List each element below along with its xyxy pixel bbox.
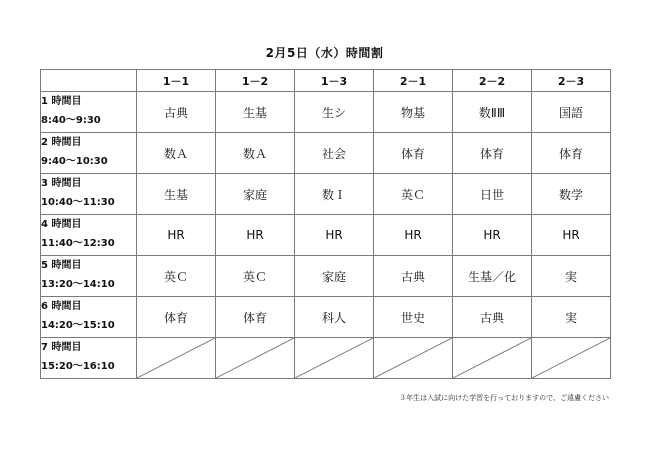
corner-cell [41,70,137,92]
class-header: 2－3 [532,70,611,92]
period-name: 5 時間目 [41,260,82,271]
period-name: 7 時間目 [41,342,82,353]
subject-cell: 古典 [374,256,453,297]
subject-cell: HR [295,215,374,256]
period-row [41,256,611,297]
period-row [41,174,611,215]
diagonal-slash [374,338,452,378]
subject-cell: 体育 [453,133,532,174]
period-row [41,338,611,379]
subject-cell: 体育 [532,133,611,174]
subject-cell: 数学 [532,174,611,215]
period-row [41,92,611,133]
period-label-cell [41,256,137,297]
subject-cell: 古典 [453,297,532,338]
period-label-cell [41,92,137,133]
subject-cell: 生基／化 [453,256,532,297]
subject-cell: 日世 [453,174,532,215]
period-name: 6 時間目 [41,301,82,312]
period-label-cell [41,297,137,338]
subject-cell: 英Ｃ [374,174,453,215]
period-label-cell [41,338,137,379]
period-row [41,133,611,174]
diagonal-slash [453,338,531,378]
diagonal-slash [137,338,215,378]
period-label-cell [41,215,137,256]
empty-cell [295,338,374,379]
subject-cell: 物基 [374,92,453,133]
page-title: 2月5日（水）時間割 [265,46,384,60]
subject-cell: 体育 [374,133,453,174]
subject-cell: 数Ｉ [295,174,374,215]
subject-cell: 実 [532,256,611,297]
period-label-cell [41,174,137,215]
class-header: 2－2 [453,70,532,92]
period-row [41,297,611,338]
subject-cell: 国語 [532,92,611,133]
subject-cell: HR [216,215,295,256]
class-header: 1－2 [216,70,295,92]
subject-cell: 生基 [216,92,295,133]
subject-cell: 数Ａ [216,133,295,174]
subject-cell: 家庭 [216,174,295,215]
period-row [41,215,611,256]
subject-cell: 体育 [216,297,295,338]
diagonal-slash [295,338,373,378]
period-time: 13:20～14:10 [41,279,115,290]
subject-cell: 数ⅡⅢ [453,92,532,133]
period-time: 9:40～10:30 [41,156,108,167]
class-header: 1－3 [295,70,374,92]
class-header: 2－1 [374,70,453,92]
diagonal-slash [532,338,610,378]
subject-cell: HR [532,215,611,256]
subject-cell: HR [453,215,532,256]
subject-cell: 生シ [295,92,374,133]
subject-cell: 古典 [137,92,216,133]
empty-cell [137,338,216,379]
footnote: ３年生は入試に向けた学習を行っておりますので、ご遠慮ください [399,394,609,402]
empty-cell [374,338,453,379]
class-header: 1－1 [137,70,216,92]
subject-cell: 科人 [295,297,374,338]
period-name: 4 時間目 [41,219,82,230]
subject-cell: 生基 [137,174,216,215]
period-name: 1 時間目 [41,96,82,107]
empty-cell [532,338,611,379]
timetable [40,69,611,379]
period-time: 15:20～16:10 [41,361,115,372]
subject-cell: 実 [532,297,611,338]
subject-cell: 英Ｃ [216,256,295,297]
subject-cell: 英Ｃ [137,256,216,297]
subject-cell: 家庭 [295,256,374,297]
period-time: 11:40～12:30 [41,238,115,249]
period-label-cell [41,133,137,174]
subject-cell: HR [374,215,453,256]
period-time: 10:40～11:30 [41,197,115,208]
subject-cell: 世史 [374,297,453,338]
diagonal-slash [216,338,294,378]
period-time: 8:40～9:30 [41,115,101,126]
period-name: 2 時間目 [41,137,82,148]
subject-cell: 社会 [295,133,374,174]
subject-cell: 数Ａ [137,133,216,174]
header-row [41,70,611,92]
empty-cell [216,338,295,379]
subject-cell: 体育 [137,297,216,338]
period-time: 14:20～15:10 [41,320,115,331]
subject-cell: HR [137,215,216,256]
period-name: 3 時間目 [41,178,82,189]
empty-cell [453,338,532,379]
